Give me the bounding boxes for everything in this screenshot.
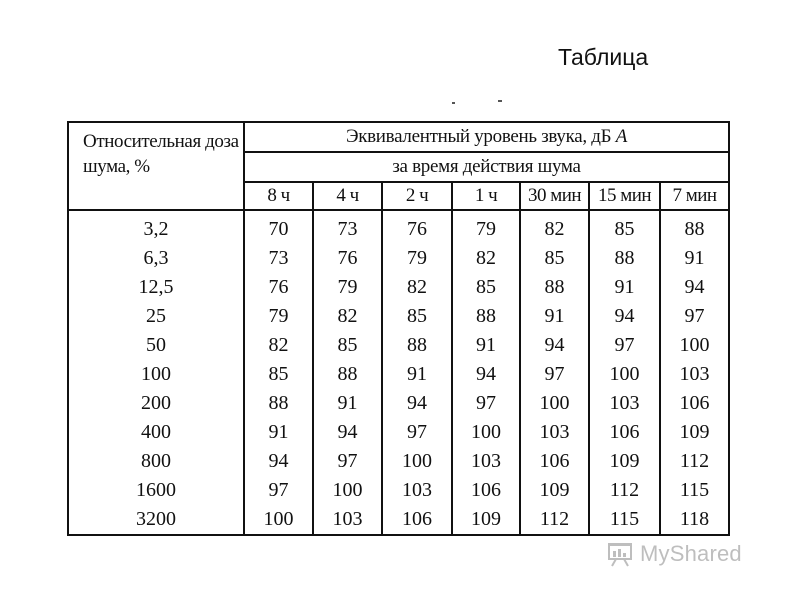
dose-column: [68, 210, 244, 535]
level-value: 106: [609, 421, 640, 443]
level-value: 106: [539, 450, 570, 472]
level-value: 91: [476, 334, 496, 356]
noise-dose-table: [67, 121, 730, 536]
level-value: 115: [609, 508, 640, 530]
level-header: Эквивалентный уровень звука, дБ A: [244, 122, 729, 152]
dose-value: 400: [141, 421, 171, 443]
level-value: 100: [609, 363, 640, 385]
level-value: 109: [471, 508, 501, 530]
level-value: 94: [268, 450, 289, 472]
level-value: 100: [332, 479, 363, 501]
level-value: 88: [476, 305, 496, 327]
level-value: 82: [476, 247, 496, 269]
dose-value: 3200: [136, 508, 176, 530]
dose-value: 1600: [136, 479, 176, 501]
level-value: 112: [539, 508, 570, 530]
level-value: 106: [471, 479, 501, 501]
dose-value: 800: [141, 450, 171, 472]
level-column: [660, 210, 729, 535]
scan-specks: [450, 100, 510, 106]
level-column: [520, 210, 589, 535]
table-body-row: [68, 210, 729, 535]
level-value: 88: [684, 218, 705, 240]
level-value: 103: [609, 392, 640, 414]
level-value: 85: [268, 363, 289, 385]
level-value: 88: [407, 334, 427, 356]
level-column: [382, 210, 452, 535]
dose-value: 6,3: [143, 247, 169, 269]
level-value: 100: [679, 334, 710, 356]
level-value: 91: [407, 363, 427, 385]
level-value: 76: [337, 247, 358, 269]
level-value: 97: [268, 479, 289, 501]
level-value: 76: [407, 218, 427, 240]
level-value: 109: [539, 479, 570, 501]
level-value: 85: [544, 247, 565, 269]
level-value: 91: [684, 247, 705, 269]
level-value: 112: [679, 450, 710, 472]
dose-value: 25: [146, 305, 166, 327]
level-value: 115: [679, 479, 710, 501]
level-value: 82: [337, 305, 358, 327]
column-header: 30 мин: [520, 182, 589, 210]
level-value: 106: [402, 508, 432, 530]
dose-value: 3,2: [143, 218, 169, 240]
level-value: 91: [544, 305, 565, 327]
level-value: 103: [471, 450, 501, 472]
level-value: 73: [337, 218, 358, 240]
duration-subheader: за время действия шума: [244, 152, 729, 182]
level-value: 106: [679, 392, 710, 414]
level-value: 91: [614, 276, 635, 298]
level-value: 100: [539, 392, 570, 414]
level-column: [589, 210, 660, 535]
level-value: 76: [268, 276, 289, 298]
presentation-board-icon: [606, 540, 634, 568]
level-value: 79: [268, 305, 289, 327]
level-value: 97: [407, 421, 427, 443]
dose-value: 200: [141, 392, 171, 414]
slide-title: Таблица: [558, 44, 649, 70]
level-value: 88: [544, 276, 565, 298]
level-value: 85: [407, 305, 427, 327]
level-value: 88: [268, 392, 289, 414]
level-value: 94: [684, 276, 705, 298]
column-header: 2 ч: [382, 182, 452, 210]
dose-header: Относительная доза шума, %: [68, 122, 244, 210]
level-value: 85: [614, 218, 635, 240]
level-value: 112: [609, 479, 640, 501]
level-column: [244, 210, 313, 535]
column-header: 15 мин: [589, 182, 660, 210]
level-value: 91: [337, 392, 358, 414]
level-value: 97: [684, 305, 705, 327]
level-value: 97: [544, 363, 565, 385]
level-value: 91: [268, 421, 289, 443]
level-value: 73: [268, 247, 289, 269]
level-value: 94: [476, 363, 496, 385]
level-unit: A: [615, 126, 628, 147]
level-column: [452, 210, 520, 535]
level-value: 70: [268, 218, 289, 240]
level-value: 97: [614, 334, 635, 356]
dose-value: 50: [146, 334, 166, 356]
level-value: 109: [609, 450, 640, 472]
level-value: 94: [614, 305, 635, 327]
level-value: 97: [337, 450, 358, 472]
level-value: 82: [544, 218, 565, 240]
level-value: 82: [268, 334, 289, 356]
level-column: [313, 210, 382, 535]
watermark: [606, 540, 742, 568]
level-value: 85: [476, 276, 496, 298]
level-value: 118: [679, 508, 710, 530]
level-value: 94: [544, 334, 565, 356]
level-value: 109: [679, 421, 710, 443]
level-value: 100: [402, 450, 432, 472]
level-value: 88: [337, 363, 358, 385]
level-value: 82: [407, 276, 427, 298]
dose-value: 100: [141, 363, 171, 385]
level-value: 94: [407, 392, 427, 414]
level-value: 100: [471, 421, 501, 443]
level-value: 103: [402, 479, 432, 501]
column-header: 7 мин: [660, 182, 729, 210]
level-value: 79: [407, 247, 427, 269]
column-header: 4 ч: [313, 182, 382, 210]
level-value: 100: [263, 508, 294, 530]
level-value: 79: [476, 218, 496, 240]
column-header: 1 ч: [452, 182, 520, 210]
level-value: 103: [332, 508, 363, 530]
level-value: 79: [337, 276, 358, 298]
level-value: 94: [337, 421, 358, 443]
level-value: 85: [337, 334, 358, 356]
level-value: 103: [679, 363, 710, 385]
level-value: 103: [539, 421, 570, 443]
level-value: 97: [476, 392, 496, 414]
dose-value: 12,5: [138, 276, 174, 298]
column-header: 8 ч: [244, 182, 313, 210]
watermark-text: MyShared: [640, 541, 742, 566]
level-value: 88: [614, 247, 635, 269]
